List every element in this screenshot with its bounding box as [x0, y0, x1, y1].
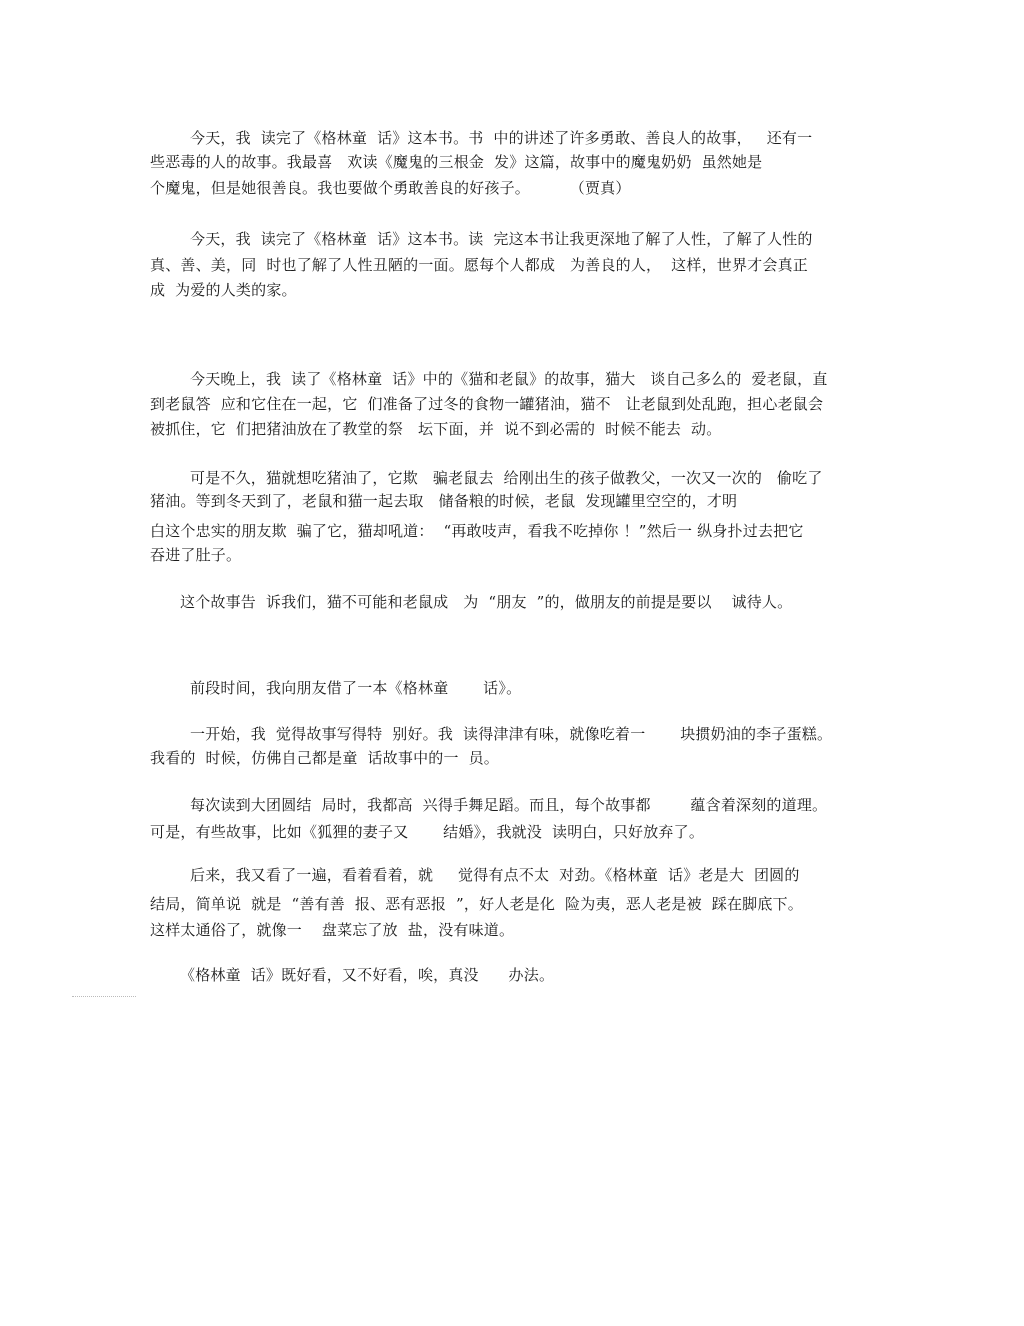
essay-4-p3-line-1: 每次读到大团圆结 局时，我都高 兴得手舞足蹈。而且，每个故事都 蕴含着深刻的道理。: [190, 796, 828, 814]
essay-3-p1-line-1: 今天晚上，我 读了《格林童 话》中的《猫和老鼠》的故事，猫大 谈自己多么的 爱老鼠，直: [190, 370, 828, 388]
essay-3-p2-line-1: 可是不久，猫就想吃猪油了，它欺 骗老鼠去 给刚出生的孩子做教父，一次又一次的 偷吃了: [190, 469, 823, 487]
essay-3-p1-line-3: 被抓住，它 们把猪油放在了教堂的祭 坛下面，并 说不到必需的 时候不能去 动。: [150, 420, 722, 438]
essay-4-p2-line-2: 我看的 时候，仿佛自己都是童 话故事中的一 员。: [150, 749, 500, 767]
scan-artifact-line: [72, 996, 136, 998]
essay-4-p4-line-1: 后来，我又看了一遍，看着看着，就 觉得有点不太 对劲。《格林童 话》老是大 团圆的: [190, 866, 800, 884]
essay-3-p2-line-2: 猪油。等到冬天到了，老鼠和猫一起去取 储备粮的时候，老鼠 发现罐里空空的，才明: [150, 492, 738, 510]
essay-4-p1-line-1: 前段时间，我向朋友借了一本《格林童 话》。: [190, 679, 522, 697]
essay-4-p5-line-1: 《格林童 话》既好看，又不好看，唉，真没 办法。: [180, 966, 555, 984]
essay-3-p1-line-2: 到老鼠答 应和它住在一起，它 们准备了过冬的食物一罐猪油，猫不 让老鼠到处乱跑，担心老鼠会: [150, 395, 824, 413]
essay-3-p3-line-1: 这个故事告 诉我们，猫不可能和老鼠成 为 “朋友 ”的，做朋友的前提是要以 诚待人。: [180, 593, 793, 611]
essay-1-line-3: 个魔鬼，但是她很善良。我也要做个勇敢善良的好孩子。 （贾真）: [150, 179, 631, 197]
essay-4-p4-line-2: 结局，简单说 就是 “善有善 报、恶有恶报 ”，好人老是化 险为夷，恶人老是被 踩在脚底下。: [150, 895, 803, 913]
essay-4-p2-line-1: 一开始，我 觉得故事写得特 别好。我 读得津津有味，就像吃着一 块掼奶油的李子蛋糕。: [190, 725, 833, 743]
essay-1-line-1: 今天，我 读完了《格林童 话》这本书。书 中的讲述了许多勇敢、善良人的故事， 还有一: [190, 129, 813, 147]
essay-3-p2-line-4: 吞进了肚子。: [150, 546, 242, 564]
essay-1-line-2: 些恶毒的人的故事。我最喜 欢读《魔鬼的三根金 发》这篇，故事中的魔鬼奶奶 虽然她是: [150, 153, 763, 171]
essay-4-p3-line-2: 可是，有些故事，比如《狐狸的妻子又 结婚》，我就没 读明白，只好放弃了。: [150, 823, 705, 841]
essay-2-line-1: 今天，我 读完了《格林童 话》这本书。读 完这本书让我更深地了解了人性，了解了人性的: [190, 230, 813, 248]
essay-3-p2-line-3: 白这个忠实的朋友欺 骗了它，猫却吼道： “再敢吱声，看我不吃掉你 ！”然后一 纵身扑过去把它: [150, 522, 804, 540]
essay-2-line-2: 真、善、美，同 时也了解了人性丑陋的一面。愿每个人都成 为善良的人， 这样，世界才会真正: [150, 256, 808, 274]
essay-4-p4-line-3: 这样太通俗了，就像一 盘菜忘了放 盐，没有味道。: [150, 921, 515, 939]
essay-2-line-3: 成 为爱的人类的家。: [150, 281, 297, 299]
